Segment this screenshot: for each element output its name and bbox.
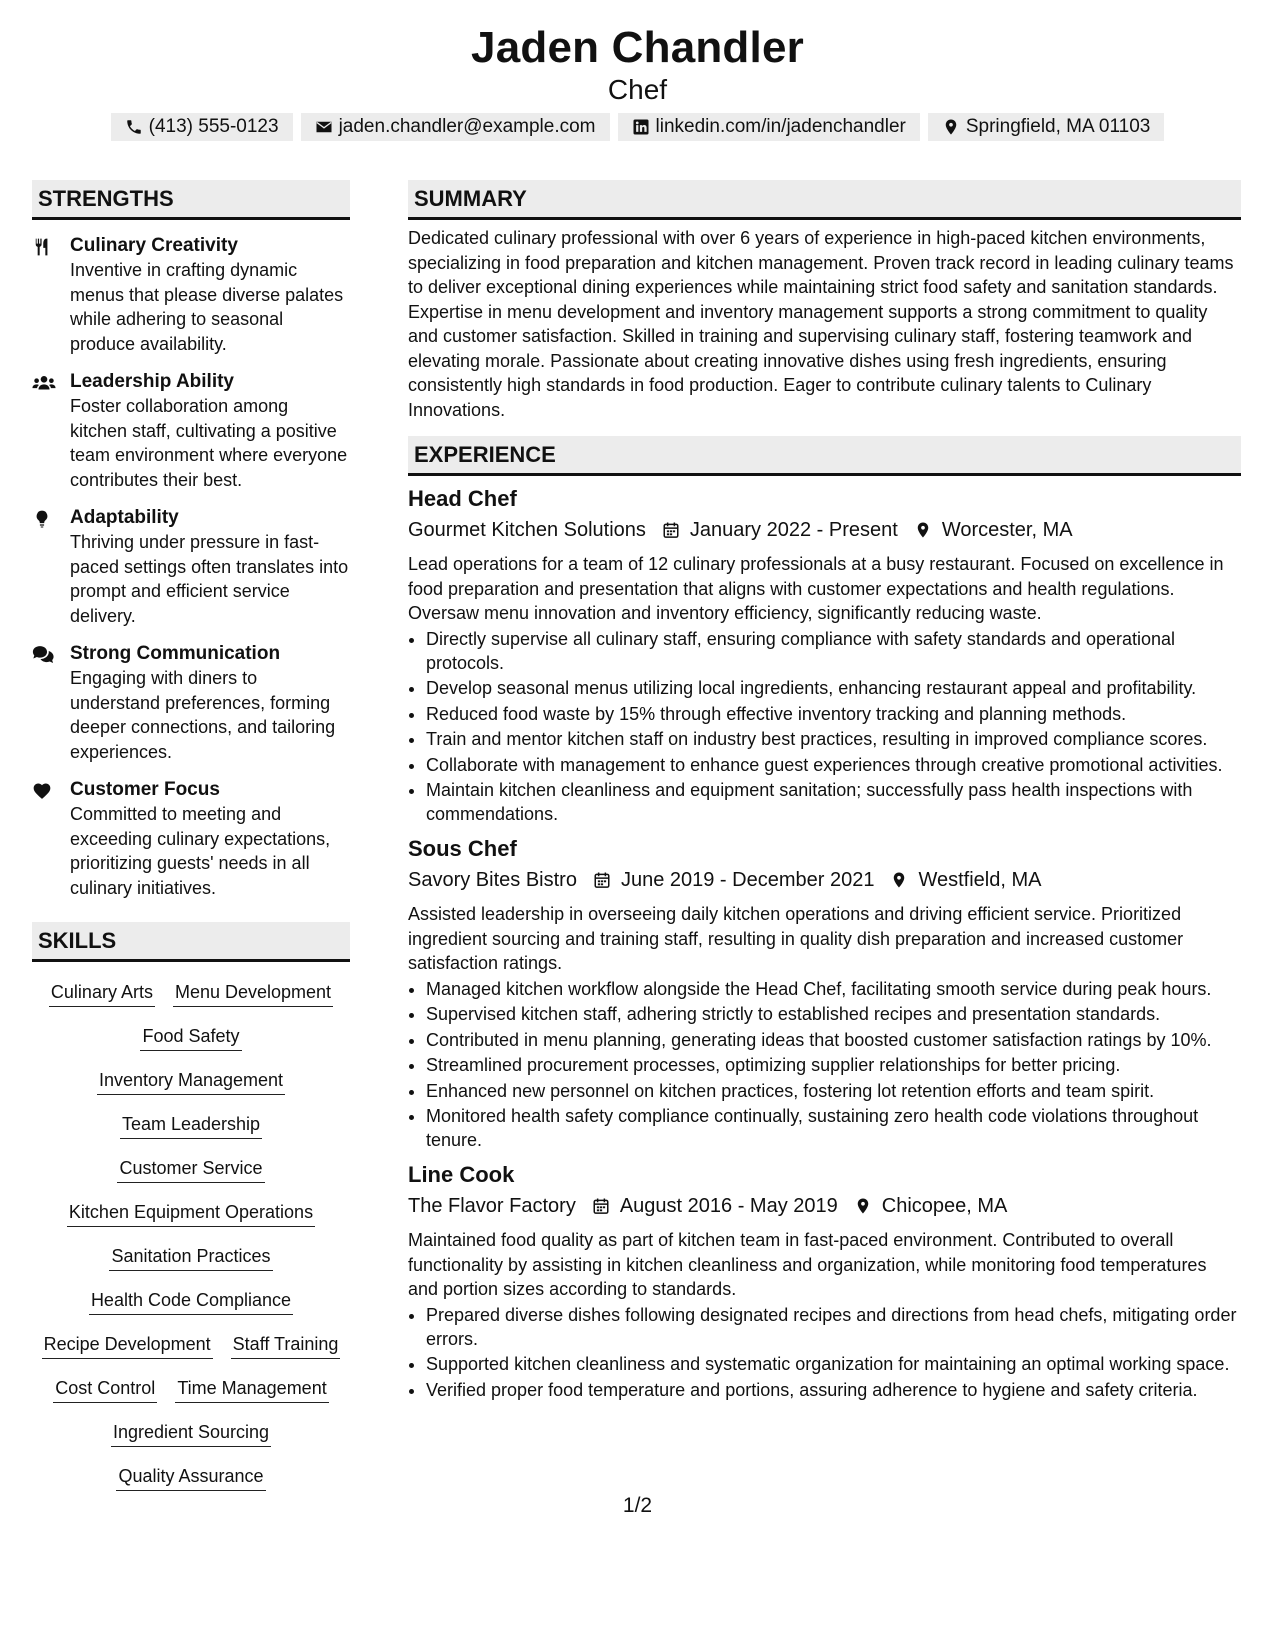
company-name: Savory Bites Bistro bbox=[408, 869, 577, 891]
job-meta bbox=[408, 865, 1241, 895]
skills-heading: SKILLS bbox=[32, 922, 350, 962]
list-item: • Contributed in menu planning, generating ideas that boosted customer satisfaction ratings by 10%. bbox=[426, 1028, 1241, 1052]
strength-item bbox=[32, 778, 350, 900]
email-text: jaden.chandler@example.com bbox=[338, 116, 596, 137]
job-bullets bbox=[408, 1303, 1241, 1402]
job-location: Westfield, MA bbox=[918, 869, 1042, 891]
skill-tag: Kitchen Equipment Operations bbox=[67, 1200, 315, 1227]
strength-item bbox=[32, 506, 350, 628]
list-item: • Develop seasonal menus utilizing local ingredients, enhancing restaurant appeal and profitability. bbox=[426, 676, 1241, 700]
job-location: Worcester, MA bbox=[941, 519, 1073, 541]
job-entry bbox=[408, 1160, 1241, 1402]
skill-tag: Food Safety bbox=[140, 1024, 241, 1051]
job-dates: January 2022 - Present bbox=[689, 519, 898, 541]
contact-bar bbox=[0, 113, 1275, 141]
strength-item bbox=[32, 642, 350, 764]
skill-tag: Health Code Compliance bbox=[89, 1288, 293, 1315]
skill-tag: Inventory Management bbox=[97, 1068, 285, 1095]
right-column bbox=[408, 180, 1241, 1403]
phone-text: (413) 555-0123 bbox=[148, 116, 279, 137]
summary-text: Dedicated culinary professional with over 6 years of experience in high-paced kitchen environments, specializing in food preparation and kitchen management. Proven track record in leading culinary teams to deliver exceptional dining experiences while maintaining strict food safety and sanitation standards. Expertise in menu development and inventory management supports a strong commitment to quality and customer satisfaction. Skilled in training and supervising culinary staff, fostering teamwork and elevating morale. Passionate about creating innovative dishes using fresh ingredients, ensuring consistently high standards in food production. Eager to contribute culinary talents to Culinary Innovations. bbox=[408, 228, 1234, 420]
strengths-heading: STRENGTHS bbox=[32, 180, 350, 220]
map-pin-icon bbox=[890, 871, 908, 889]
skill-tag: Cost Control bbox=[53, 1376, 157, 1403]
skill-tag: Team Leadership bbox=[120, 1112, 262, 1139]
job-description: Maintained food quality as part of kitchen team in fast-paced environment. Contributed to overall functionality by assisting in kitchen cleanliness and organization, while monitoring food temperatures and portion sizes according to standards. bbox=[408, 1230, 1207, 1299]
job-meta bbox=[408, 515, 1241, 545]
skill-tag: Menu Development bbox=[173, 980, 333, 1007]
strength-title: Customer Focus bbox=[70, 779, 220, 800]
job-position: Head Chef bbox=[408, 486, 517, 511]
list-item: • Train and mentor kitchen staff on industry best practices, resulting in improved compliance scores. bbox=[426, 727, 1241, 751]
users-icon bbox=[32, 370, 70, 492]
job-dates: August 2016 - May 2019 bbox=[619, 1195, 838, 1217]
map-pin-icon bbox=[914, 521, 932, 539]
list-item: • Monitored health safety compliance continually, sustaining zero health code violations throughout tenure. bbox=[426, 1104, 1241, 1152]
skills-list bbox=[32, 980, 350, 1491]
strength-item bbox=[32, 370, 350, 492]
list-item: • Reduced food waste by 15% through effective inventory tracking and planning methods. bbox=[426, 702, 1241, 726]
contact-email[interactable] bbox=[301, 113, 610, 141]
job-description: Lead operations for a team of 12 culinary professionals at a busy restaurant. Focused on excellence in food preparation and presentation that aligns with customer expectations and health regulations. Oversaw menu innovation and inventory efficiency, significantly reducing waste. bbox=[408, 554, 1224, 623]
list-item: • Verified proper food temperature and portions, assuring adherence to hygiene and safety criteria. bbox=[426, 1378, 1241, 1402]
job-meta bbox=[408, 1191, 1241, 1221]
job-description: Assisted leadership in overseeing daily kitchen operations and driving efficient service. Prioritized ingredient sourcing and training staff, resulting in quality dish preparation and increased customer satisfaction ratings. bbox=[408, 904, 1184, 973]
comments-icon bbox=[32, 642, 70, 764]
summary-heading: SUMMARY bbox=[408, 180, 1241, 220]
job-position: Line Cook bbox=[408, 1162, 515, 1187]
list-item: • Directly supervise all culinary staff, ensuring compliance with safety standards and operational protocols. bbox=[426, 627, 1241, 675]
list-item: • Collaborate with management to enhance guest experiences through creative promotional activities. bbox=[426, 753, 1241, 777]
strength-desc: Inventive in crafting dynamic menus that please diverse palates while adhering to seasonal produce availability. bbox=[70, 260, 344, 354]
list-item: • Maintain kitchen cleanliness and equipment sanitation; successfully pass health inspections with commendations. bbox=[426, 778, 1241, 826]
job-bullets bbox=[408, 627, 1241, 827]
contact-phone[interactable] bbox=[111, 113, 293, 141]
strength-desc: Committed to meeting and exceeding culinary expectations, prioritizing guests' needs in all culinary initiatives. bbox=[70, 804, 331, 898]
list-item: • Supervised kitchen staff, adhering strictly to established recipes and presentation standards. bbox=[426, 1002, 1241, 1026]
location-text: Springfield, MA 01103 bbox=[965, 116, 1151, 137]
calendar-icon bbox=[593, 871, 611, 889]
skill-tag: Culinary Arts bbox=[49, 980, 155, 1007]
skill-tag: Time Management bbox=[175, 1376, 328, 1403]
linkedin-icon bbox=[632, 118, 650, 136]
list-item: • Streamlined procurement processes, optimizing supplier relationships for better pricing. bbox=[426, 1053, 1241, 1077]
map-pin-icon bbox=[854, 1197, 872, 1215]
contact-location[interactable] bbox=[928, 113, 1165, 141]
calendar-icon bbox=[592, 1197, 610, 1215]
job-title: Chef bbox=[607, 74, 668, 105]
list-item: • Prepared diverse dishes following designated recipes and directions from head chefs, mitigating order errors. bbox=[426, 1303, 1241, 1351]
job-bullets bbox=[408, 977, 1241, 1153]
skill-tag: Recipe Development bbox=[42, 1332, 213, 1359]
strength-item bbox=[32, 234, 350, 356]
utensils-icon bbox=[32, 234, 70, 356]
company-name: Gourmet Kitchen Solutions bbox=[408, 519, 646, 541]
strength-desc: Thriving under pressure in fast-paced settings often translates into prompt and efficient service delivery. bbox=[70, 532, 349, 626]
left-column bbox=[32, 180, 350, 1491]
skill-tag: Customer Service bbox=[117, 1156, 264, 1183]
calendar-icon bbox=[662, 521, 680, 539]
skill-tag: Staff Training bbox=[231, 1332, 341, 1359]
skill-tag: Sanitation Practices bbox=[109, 1244, 272, 1271]
contact-linkedin[interactable] bbox=[618, 113, 920, 141]
strength-title: Culinary Creativity bbox=[70, 235, 238, 256]
linkedin-text: linkedin.com/in/jadenchandler bbox=[655, 116, 906, 137]
list-item: • Managed kitchen workflow alongside the Head Chef, facilitating smooth service during peak hours. bbox=[426, 977, 1241, 1001]
envelope-icon bbox=[315, 118, 333, 136]
experience-heading: EXPERIENCE bbox=[408, 436, 1241, 476]
strength-title: Leadership Ability bbox=[70, 371, 234, 392]
phone-icon bbox=[125, 118, 143, 136]
heart-icon bbox=[32, 778, 70, 900]
job-dates: June 2019 - December 2021 bbox=[620, 869, 875, 891]
list-item: • Supported kitchen cleanliness and systematic organization for maintaining an optimal working space. bbox=[426, 1352, 1241, 1376]
strength-title: Adaptability bbox=[70, 507, 179, 528]
company-name: The Flavor Factory bbox=[408, 1195, 576, 1217]
job-entry bbox=[408, 834, 1241, 1152]
job-position: Sous Chef bbox=[408, 836, 517, 861]
job-entry bbox=[408, 484, 1241, 826]
map-pin-icon bbox=[942, 118, 960, 136]
page-number: 1/2 bbox=[622, 1494, 653, 1517]
candidate-name: Jaden Chandler bbox=[471, 23, 804, 72]
strength-desc: Engaging with diners to understand preferences, forming deeper connections, and tailoring experiences. bbox=[70, 668, 336, 762]
strength-title: Strong Communication bbox=[70, 643, 281, 664]
skill-tag: Ingredient Sourcing bbox=[111, 1420, 271, 1447]
list-item: • Enhanced new personnel on kitchen practices, fostering lot retention efforts and team spirit. bbox=[426, 1079, 1241, 1103]
strength-desc: Foster collaboration among kitchen staff, cultivating a positive team environment where everyone contributes their best. bbox=[70, 396, 348, 490]
job-location: Chicopee, MA bbox=[881, 1195, 1008, 1217]
lightbulb-icon bbox=[32, 506, 70, 628]
skill-tag: Quality Assurance bbox=[116, 1464, 265, 1491]
